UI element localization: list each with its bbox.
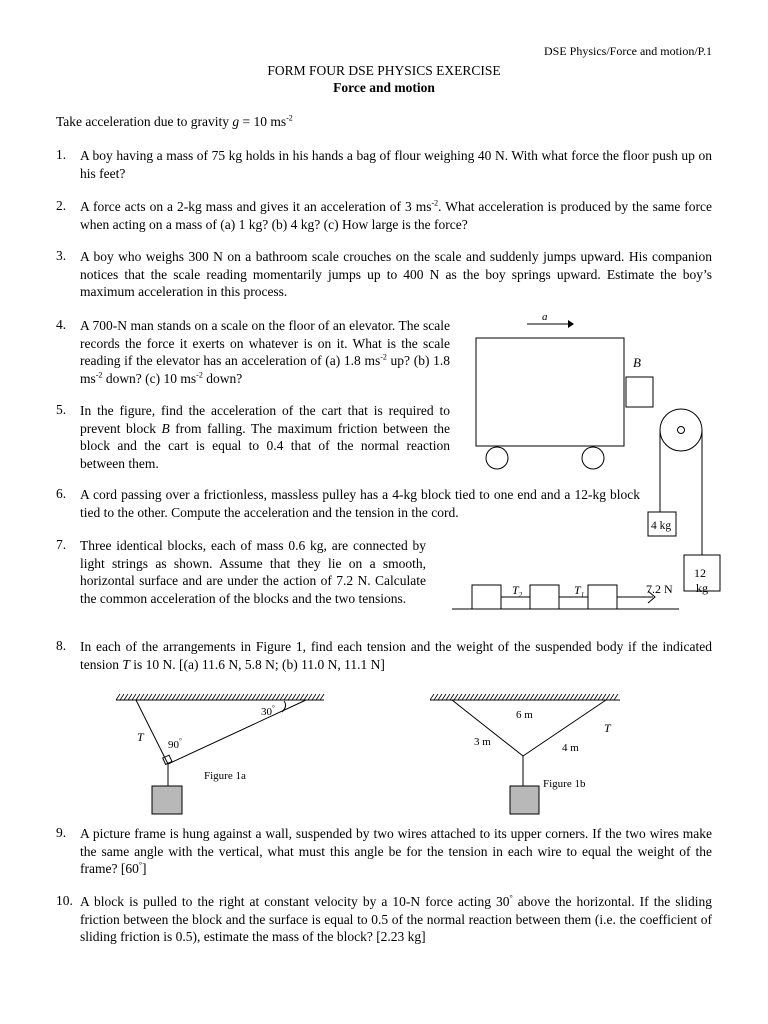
hatch-mark xyxy=(212,694,216,700)
hatch-mark xyxy=(542,694,546,700)
hatch-mark xyxy=(550,694,554,700)
question-number: 10. xyxy=(56,893,73,908)
hatch-mark xyxy=(442,694,446,700)
hatch-mark xyxy=(474,694,478,700)
angle-30-label: 30° xyxy=(261,704,275,718)
hatch-mark xyxy=(204,694,208,700)
hatch-mark xyxy=(236,694,240,700)
question-5-text: In the figure, find the acceleration of the cart that is required to prevent block B from falling. The maximum friction between the block and the cart is equal to 0.4 that of the normal reaction between them. xyxy=(80,403,450,471)
hatch-mark xyxy=(172,694,176,700)
hatch-mark xyxy=(144,694,148,700)
hatch-mark xyxy=(168,694,172,700)
hatch-mark xyxy=(522,694,526,700)
cart-body xyxy=(476,338,624,446)
question-number: 9. xyxy=(56,825,67,840)
question-9-text: A picture frame is hung against a wall, suspended by two wires attached to its upper corners. If the two wires make the same angle with the vertical, what must this angle be for the tension in each wire to equal the weight of the frame? [60°] xyxy=(80,826,712,876)
length-4m-label: 4 m xyxy=(562,742,579,754)
hatch-mark xyxy=(518,694,522,700)
figure-1a-caption: Figure 1a xyxy=(204,770,246,782)
hatch-mark xyxy=(534,694,538,700)
hatch-mark xyxy=(220,694,224,700)
hatch-mark xyxy=(152,694,156,700)
block-3 xyxy=(588,585,617,609)
hatch-mark xyxy=(304,694,308,700)
hatch-mark xyxy=(574,694,578,700)
question-number: 4. xyxy=(56,317,67,332)
hatch-mark xyxy=(450,694,454,700)
tension-t-label: T xyxy=(137,730,144,744)
force-label: 7.2 N xyxy=(646,582,673,596)
cart-wheel-right xyxy=(582,447,604,469)
hatch-mark xyxy=(176,694,180,700)
question-number: 8. xyxy=(56,638,67,653)
hatch-mark xyxy=(116,694,120,700)
hatch-mark xyxy=(120,694,124,700)
hatch-mark xyxy=(554,694,558,700)
hatch-mark xyxy=(486,694,490,700)
hatch-mark xyxy=(196,694,200,700)
hatch-mark xyxy=(264,694,268,700)
hatch-mark xyxy=(320,694,324,700)
hatch-mark xyxy=(292,694,296,700)
hanging-block-a xyxy=(152,786,182,814)
question-4-text: A 700-N man stands on a scale on the floor of an elevator. The scale records the force it exerts on whatever is on it. What is the scale reading if the elevator has an acceleration of (a) 1.8 $ms^{-2}$ up? (b) 1.8 $ms^{-2}$ down? (c) 10 $ms^{-2}$ down? xyxy=(80,318,450,386)
hatch-mark xyxy=(180,694,184,700)
hatch-mark xyxy=(240,694,244,700)
hatch-mark xyxy=(482,694,486,700)
hatch-mark xyxy=(438,694,442,700)
t1-label: $T_1$ xyxy=(574,583,585,599)
hatch-mark xyxy=(136,694,140,700)
hatch-mark xyxy=(614,694,618,700)
hatch-mark xyxy=(466,694,470,700)
question-number: 5. xyxy=(56,402,67,417)
hatch-mark xyxy=(594,694,598,700)
acceleration-arrowhead xyxy=(568,320,574,328)
hatch-mark xyxy=(228,694,232,700)
figure-1a xyxy=(112,690,332,820)
block-1 xyxy=(472,585,501,609)
hatch-mark xyxy=(430,694,434,700)
block-b xyxy=(626,377,653,407)
hatch-mark xyxy=(216,694,220,700)
hatch-mark xyxy=(316,694,320,700)
hatch-mark xyxy=(312,694,316,700)
hatch-mark xyxy=(284,694,288,700)
hatch-mark xyxy=(458,694,462,700)
hatch-mark xyxy=(156,694,160,700)
tension-t-label: T xyxy=(604,721,611,735)
blocks-figure xyxy=(448,575,683,615)
hatch-mark xyxy=(538,694,542,700)
question-2-text: A force acts on a 2-kg mass and gives it an acceleration of 3 $ms^{-2}$. What acceleration is produced by the same force when acting on a mass of (a) 1 kg? (b) 4 kg? (c) How large is the force? xyxy=(80,198,712,232)
cart-wheel-left xyxy=(486,447,508,469)
hatch-mark xyxy=(124,694,128,700)
hatch-mark xyxy=(132,694,136,700)
page-title: FORM FOUR DSE PHYSICS EXERCISE xyxy=(267,63,501,78)
hatch-mark xyxy=(256,694,260,700)
hatch-mark xyxy=(562,694,566,700)
hatch-mark xyxy=(454,694,458,700)
length-6m-label: 6 m xyxy=(516,709,533,721)
hatch-mark xyxy=(244,694,248,700)
question-number: 6. xyxy=(56,486,67,501)
hatch-mark xyxy=(148,694,152,700)
hatch-mark xyxy=(602,694,606,700)
hatch-mark xyxy=(510,694,514,700)
hatch-mark xyxy=(598,694,602,700)
block-12kg-label-2: kg xyxy=(696,581,708,595)
hatch-mark xyxy=(590,694,594,700)
pulley-figure xyxy=(640,405,730,600)
block-12kg-label-1: 12 xyxy=(694,566,706,580)
hatch-mark xyxy=(570,694,574,700)
hatch-mark xyxy=(296,694,300,700)
hatch-mark xyxy=(300,694,304,700)
hatch-mark xyxy=(502,694,506,700)
hatch-mark xyxy=(578,694,582,700)
ceiling-hatch xyxy=(116,694,324,700)
question-1-text: A boy having a mass of 75 kg holds in his hands a bag of flour weighing 40 N. With what force the floor push up on his feet? xyxy=(80,148,712,181)
figure-1b xyxy=(426,690,626,820)
hatch-mark xyxy=(462,694,466,700)
hatch-mark xyxy=(546,694,550,700)
hatch-mark xyxy=(490,694,494,700)
t2-label: $T_2$ xyxy=(512,583,523,599)
hatch-mark xyxy=(506,694,510,700)
rope-right xyxy=(168,700,306,764)
hatch-mark xyxy=(208,694,212,700)
page-header-ref: DSE Physics/Force and motion/P.1 xyxy=(543,44,712,58)
pulley-axle xyxy=(678,427,685,434)
hatch-mark xyxy=(308,694,312,700)
hatch-mark xyxy=(200,694,204,700)
hatch-mark xyxy=(586,694,590,700)
hatch-mark xyxy=(582,694,586,700)
hatch-mark xyxy=(470,694,474,700)
hatch-mark xyxy=(606,694,610,700)
question-6-text: A cord passing over a frictionless, massless pulley has a 4-kg block tied to one end and a 12-kg block tied to the other. Compute the acceleration and the tension in the cord. xyxy=(80,487,640,520)
question-8-text: In each of the arrangements in Figure 1, find each tension and the weight of the suspended body if the indicated tension T is 10 N. [(a) 11.6 N, 5.8 N; (b) 11.0 N, 11.1 N] xyxy=(80,639,712,672)
question-number: 7. xyxy=(56,537,67,552)
hatch-mark xyxy=(128,694,132,700)
page-subtitle: Force and motion xyxy=(333,80,435,95)
hatch-mark xyxy=(140,694,144,700)
question-7-text: Three identical blocks, each of mass 0.6 kg, are connected by light strings as shown. Assume that they lie on a smooth, horizontal surface and are under the action of 7.2 N. Calculate the common acceleration of the blocks and the two tensions. xyxy=(80,538,426,606)
hatch-mark xyxy=(252,694,256,700)
hatch-mark xyxy=(160,694,164,700)
hatch-mark xyxy=(260,694,264,700)
hatch-mark xyxy=(446,694,450,700)
question-number: 2. xyxy=(56,198,67,213)
hatch-mark xyxy=(184,694,188,700)
block-b-label: B xyxy=(633,355,641,370)
hatch-mark xyxy=(188,694,192,700)
gravity-note: Take acceleration due to gravity g = 10 $ms^{-2}$ xyxy=(56,113,293,129)
hatch-mark xyxy=(224,694,228,700)
acceleration-label: a xyxy=(542,311,548,323)
hatch-mark xyxy=(164,694,168,700)
question-number: 1. xyxy=(56,147,67,162)
hatch-mark xyxy=(434,694,438,700)
figure-1b-caption: Figure 1b xyxy=(543,778,586,790)
block-4kg-label: 4 kg xyxy=(651,520,672,532)
hatch-mark xyxy=(280,694,284,700)
hatch-mark xyxy=(498,694,502,700)
hatch-mark xyxy=(268,694,272,700)
block-2 xyxy=(530,585,559,609)
hatch-mark xyxy=(232,694,236,700)
hatch-mark xyxy=(530,694,534,700)
hatch-mark xyxy=(610,694,614,700)
length-3m-label: 3 m xyxy=(474,736,491,748)
hatch-mark xyxy=(526,694,530,700)
question-3-text: A boy who weighs 300 N on a bathroom scale crouches on the scale and suddenly jumps upward. His companion notices that the scale reading momentarily jumps up to 400 N as the boy springs upward. Estimate the boy’s maximum acceleration in this process. xyxy=(80,249,712,299)
hatch-mark xyxy=(276,694,280,700)
hatch-mark xyxy=(478,694,482,700)
hatch-mark xyxy=(192,694,196,700)
question-number: 3. xyxy=(56,248,67,263)
hatch-mark xyxy=(566,694,570,700)
ceiling-hatch xyxy=(430,694,618,700)
hatch-mark xyxy=(558,694,562,700)
hatch-mark xyxy=(272,694,276,700)
hatch-mark xyxy=(248,694,252,700)
hatch-mark xyxy=(494,694,498,700)
hatch-mark xyxy=(288,694,292,700)
hanging-block-b xyxy=(510,786,539,814)
question-10-text: A block is pulled to the right at constant velocity by a 10-N force acting 30° above the horizontal. If the sliding friction between the block and the surface is equal to 0.5 of the normal reaction between them (i.e. the coefficient of sliding friction is 0.5), estimate the mass of the block? [2.23 kg] xyxy=(80,893,712,944)
angle-90-label: 90° xyxy=(168,737,182,751)
hatch-mark xyxy=(514,694,518,700)
